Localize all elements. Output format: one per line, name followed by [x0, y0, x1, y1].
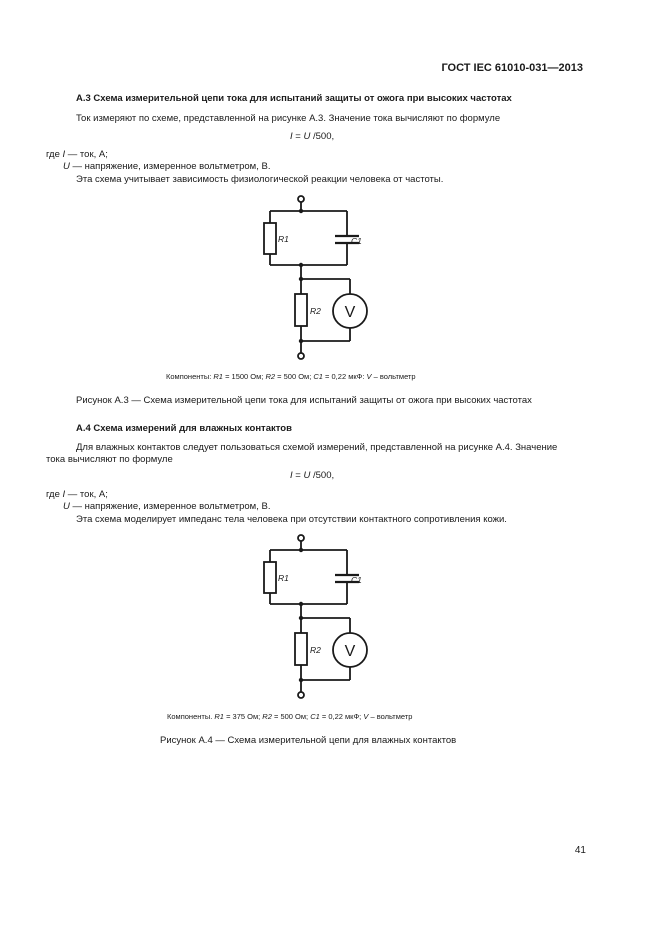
label-r1: R1 — [278, 234, 289, 244]
label-c1: C1 — [351, 575, 362, 585]
u-definition-a3: U — напряжение, измеренное вольтметром, В. — [63, 161, 271, 172]
label-v: V — [344, 304, 356, 321]
figure-a3-caption: Рисунок А.3 — Схема измерительной цепи тока для испытаний защиты от ожога при высоких частотах — [76, 395, 532, 406]
section-a4-intro-line2: тока вычисляют по формуле — [46, 454, 173, 465]
formula-a4: I = U /500, — [290, 470, 335, 481]
components-a3: Компоненты: R1 = 1500 Ом; R2 = 500 Ом; C1 = 0,22 мкФ: V – вольтметр — [166, 372, 416, 381]
u-definition-a4: U — напряжение, измеренное вольтметром, В. — [63, 501, 271, 512]
circuit-diagram-a3 — [255, 193, 380, 365]
circuit-diagram-a4 — [255, 532, 380, 704]
figure-a4-caption: Рисунок А.4 — Схема измерительной цепи для влажных контактов — [160, 735, 457, 746]
page-number: 41 — [574, 845, 586, 856]
resistor-r1 — [264, 562, 276, 593]
section-a4-intro-line1: Для влажных контактов следует пользоваться схемой измерений, представленной на рисунке А.4. Значение — [76, 442, 558, 453]
section-a3-intro: Ток измеряют по схеме, представленной на рисунке А.3. Значение тока вычисляют по формуле — [76, 113, 501, 124]
formula-a3: I = U /500, — [290, 131, 335, 142]
section-a3-note: Эта схема учитывает зависимость физиологической реакции человека от частоты. — [76, 174, 444, 185]
terminal-bottom — [298, 353, 304, 359]
resistor-r2 — [295, 294, 307, 326]
terminal-top — [298, 196, 304, 202]
resistor-r1 — [264, 223, 276, 254]
terminal-top — [298, 535, 304, 541]
label-r2: R2 — [310, 645, 321, 655]
label-r1: R1 — [278, 573, 289, 583]
label-r2: R2 — [310, 306, 321, 316]
section-a3-heading: А.3 Схема измерительной цепи тока для испытаний защиты от ожога при высоких частотах — [76, 93, 512, 104]
section-a4-note: Эта схема моделирует импеданс тела человека при отсутствии контактного сопротивления кожи. — [76, 514, 507, 525]
where-i-definition-a3: где I — ток, А; — [46, 149, 108, 160]
section-a4-heading: А.4 Схема измерений для влажных контактов — [76, 423, 292, 434]
label-c1: C1 — [351, 236, 362, 246]
terminal-bottom — [298, 692, 304, 698]
components-a4: Компоненты. R1 = 375 Ом; R2 = 500 Ом; C1 = 0,22 мкФ; V – вольтметр — [167, 712, 413, 721]
standard-number: ГОСТ IEC 61010-031—2013 — [441, 62, 583, 74]
where-i-definition-a4: где I — ток, А; — [46, 489, 108, 500]
label-v: V — [344, 643, 356, 660]
resistor-r2 — [295, 633, 307, 665]
